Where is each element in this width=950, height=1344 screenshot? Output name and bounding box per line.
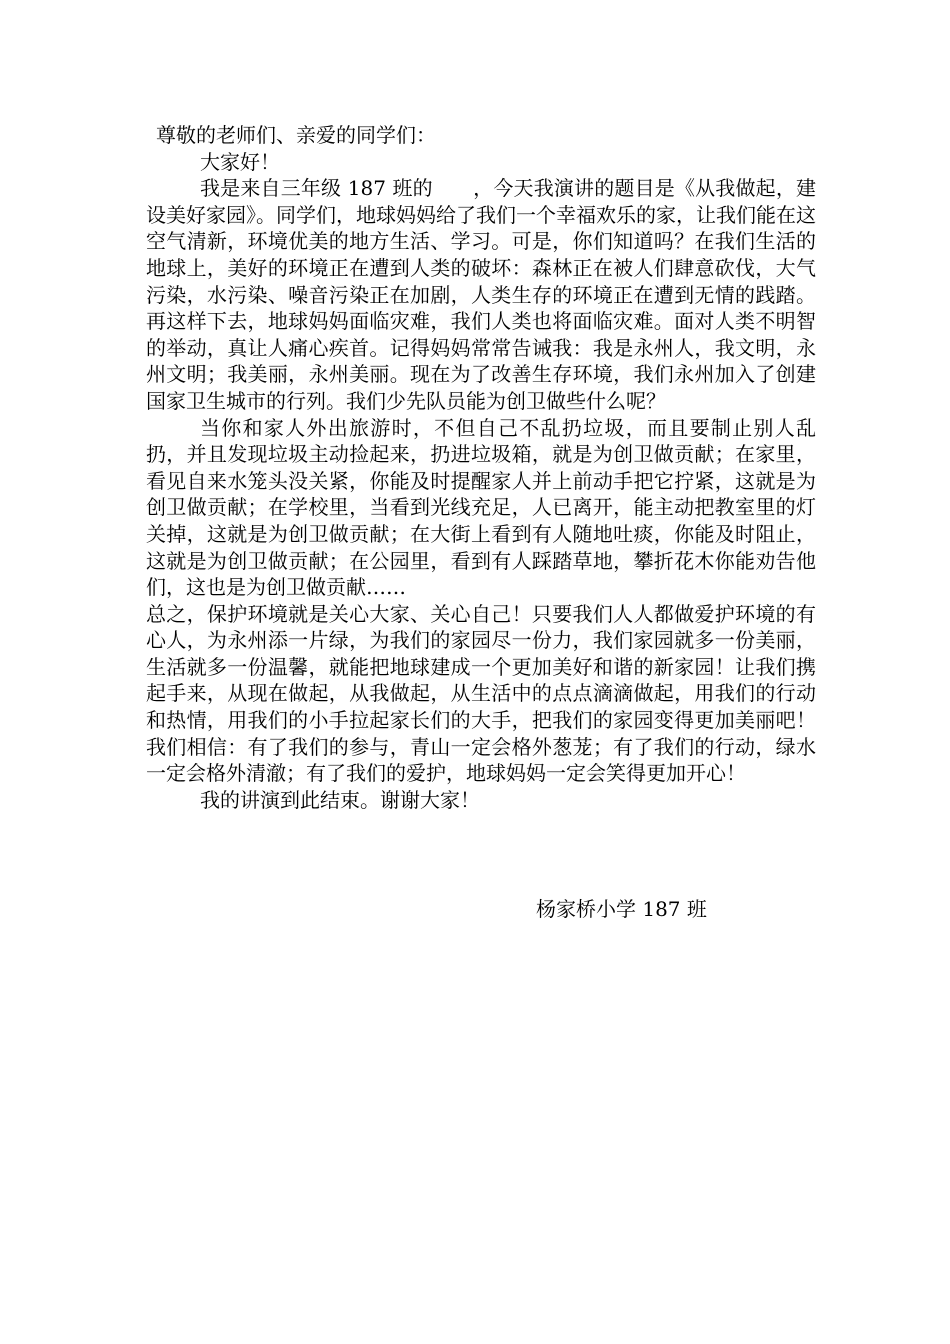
salutation: 尊敬的老师们、亲爱的同学们：: [156, 123, 436, 147]
greeting-paragraph: 大家好！: [200, 149, 280, 174]
signature: 杨家桥小学 187 班: [536, 897, 707, 921]
closing-paragraph: 我的讲演到此结束。谢谢大家！: [200, 787, 480, 812]
examples-paragraph: 当你和家人外出旅游时，不但自己不乱扔垃圾，而且要制止别人乱扔，并且发现垃圾主动捡起来，扔进垃圾箱，就是为创卫做贡献；在家里，看见自来水笼头没关紧，你能及时提醒家人并上前动手把它拧紧，这就是为创卫做贡献；在学校里，当看到光线充足，人已离开，能主动把教室里的灯关掉，这就是为创卫做贡献；在大街上看到有人随地吐痰，你能及时阻止，这就是为创卫做贡献；在公园里，看到有人踩踏草地，攀折花木你能劝告他们，这也是为创卫做贡献……: [146, 415, 816, 600]
conclusion-paragraph: 总之，保护环境就是关心大家、关心自己！只要我们人人都做爱护环境的有心人，为永州添一片绿，为我们的家园尽一份力，我们家园就多一份美丽，生活就多一份温馨，就能把地球建成一个更加美好和谐的新家园！让我们携起手来，从现在做起，从我做起，从生活中的点点滴滴做起，用我们的行动和热情，用我们的小手拉起家长们的大手，把我们的家园变得更加美丽吧！我们相信：有了我们的参与，青山一定会格外葱茏；有了我们的行动，绿水一定会格外清澈；有了我们的爱护，地球妈妈一定会笑得更加开心！: [146, 601, 816, 786]
speech-body: [146, 122, 816, 813]
introduction-paragraph: 我是来自三年级 187 班的 ，今天我演讲的题目是《从我做起，建设美好家园》。同学们，地球妈妈给了我们一个幸福欢乐的家，让我们能在这空气清新，环境优美的地方生活、学习。可是，你们知道吗？在我们生活的地球上，美好的环境正在遭到人类的破坏：森林正在被人们肆意砍伐，大气污染，水污染、噪音污染正在加剧，人类生存的环境正在遭到无情的践踏。再这样下去，地球妈妈面临灾难，我们人类也将面临灾难。面对人类不明智的举动，真让人痛心疾首。记得妈妈常常告诫我：我是永州人，我文明，永州文明；我美丽，永州美丽。现在为了改善生存环境，我们永州加入了创建国家卫生城市的行列。我们少先队员能为创卫做些什么呢？: [146, 176, 816, 413]
